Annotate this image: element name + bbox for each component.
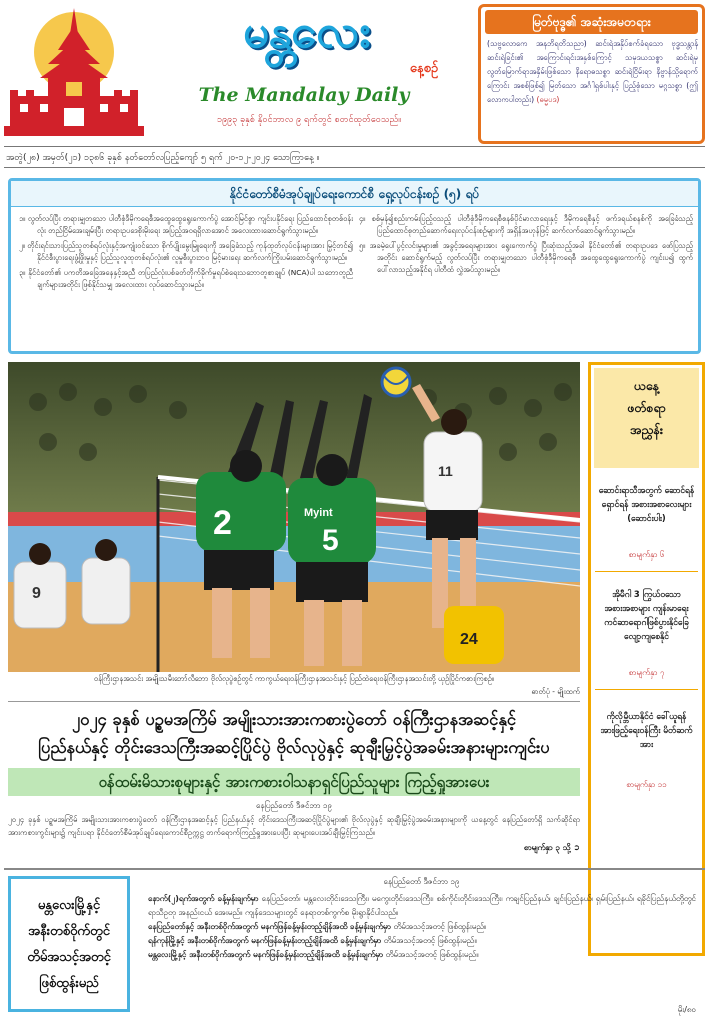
policy-column-right	[359, 213, 693, 351]
lead-dateline: နေပြည်တော် ဒီဇင်ဘာ ၁၉	[256, 801, 332, 810]
weather-page-ref: မိုး/၈၀	[677, 1005, 696, 1014]
svg-text:5: 5	[322, 524, 339, 557]
weather-dateline: နေပြည်တော် ဒီဇင်ဘာ ၁၉	[383, 877, 460, 886]
masthead-title-en: The Mandalay Daily	[198, 84, 410, 106]
index-title: ယနေ့ ဖတ်စရာ အညွှန်း	[594, 368, 699, 468]
policy-item: ၂။ တိုင်းရင်းသားပြည်သူတစ်ရပ်လုံးနှင့်အကျုံးဝင်သော စိုက်ပျိုးမွေးမြူရေးကို အခြေခံသည့် ကုန်ထုတ်လုပ်ငန်းများအား မြှင့်တင်၍ နိုင်ငံစီးပွားရေးဖွံ့ဖြိုးမှုနှင့် ပြည်သူလူထုတစ်ရပ်လုံး၏ လူမှုစီးပွားဘဝ မြင့်မားရေး ဆက်လက်ကြိုးပမ်းဆောင်ရွက်သွားမည်။	[19, 241, 353, 262]
index-item[interactable]: အိုမီဂါ 3 ကြွယ်ဝသော အစားအစာများ ကျန်းမာရေး ကင်ဆာရောဂါဖြစ်ပွားနိုင်ခြေ လျော့ကျစေနိုင်	[604, 589, 689, 641]
photo-credit: ဓာတ်ပုံ - မျိုးထက်	[531, 687, 580, 696]
issue-date-bar: အတွဲ(၂၈) အမှတ်(၂၁) ၁၃၈၆ ခုနှစ် နတ်တော်လပြည့်ကျော် ၅ ရက် ၂၀-၁၂-၂၀၂၄ သောကြာနေ့ ။	[4, 146, 705, 168]
masthead-title-mm: မန္တလေး	[243, 3, 370, 58]
policy-heading: နိုင်ငံတော်စီမံအုပ်ချုပ်ရေးကောင်စီ ရှေ့လုပ်ငန်းစဉ် (၅) ရပ်	[11, 181, 698, 207]
photo-caption	[8, 672, 580, 702]
forecast-paragraph: ရန်ကုန်မြို့နှင့် အနီးတစ်ဝိုက်အတွက် မနက်ဖြန်ခန့်မှန်းတည့်ချိန်အထိ ခန့်မှန်းချက်မှာ တိမ်အသင့်အတင့် ဖြစ်ထွန်းမည်။	[148, 936, 477, 945]
masthead	[4, 4, 474, 142]
policy-column-left	[19, 213, 353, 351]
index-item[interactable]: ကိုလိုမ္ဘီယာနိုင်ငံ ခေါ်ယူရန် အားဖြည့်ရေးဝန်ကြီး မိတ်ဆက်အား	[600, 711, 693, 749]
index-divider	[595, 571, 698, 572]
caption-text: ဝန်ကြီးဌာနအသင်း အမျိုးသမီးဘော်လီဘော ဗိုလ်လုပွဲစဉ်တွင် ကာကွယ်ရေးဝန်ကြီးဌာနအသင်းနှင့် ပြည်ထဲရေးဝန်ကြီးဌာနအသင်းတို့ ယှဉ်ပြိုင်ကစားကြစဉ်။	[93, 674, 495, 683]
volleyball-photo	[8, 362, 580, 672]
lead-subheadline: ဝန်ထမ်းမိသားစုများနှင့် အားကစားဝါသနာရှင်ပြည်သူများ ကြည့်ရှုအားပေး	[8, 768, 580, 796]
dhamma-body	[487, 37, 698, 135]
founded-line: ၁၉၉၃ ခုနှစ် နိုဝင်ဘာလ ၉ ရက်တွင် စတင်ထုတ်ဝေသည်။	[217, 115, 401, 125]
forecast-paragraph: မန္တလေးမြို့နှင့် အနီးတစ်ဝိုက်အတွက် မနက်ဖြန်ခန့်မှန်းတည့်ချိန်အထိ ခန့်မှန်းချက်မှာ တိမ်အသင့်အတင့် ဖြစ်ထွန်းမည်။	[148, 950, 479, 959]
lead-story-text: ၂၀၂၄ ခုနှစ် ပဉ္စမအကြိမ် အမျိုးသားအားကစားပွဲတော် ဝန်ကြီးဌာနအဆင့်နှင့် ပြည်နယ်နှင့် တိုင်းဒေသကြီးအဆင့်ပြိုင်ပွဲများ၏ ဗိုလ်လုပွဲနှင့် ဆုချီးမြှင့်ပွဲအခမ်းအနားများကို ယနေ့တွင် နေပြည်တော်ရှိ သက်ဆိုင်ရာအားကစားကွင်းများ၌ ကျင်းပရာ နိုင်ငံတော်စီမံအုပ်ချုပ်ရေးကောင်စီဥက္ကဋ္ဌ တက်ရောက်ကြည့်ရှုအားပေးပြီး ဆုများပေးအပ်ချီးမြှင့်ကြသည်။	[8, 815, 580, 837]
todays-reading-index	[588, 362, 705, 956]
index-divider	[595, 689, 698, 690]
weather-summary-text: မန္တလေးမြို့နှင့် အနီးတစ်ဝိုက်တွင် တိမ်အသင့်အတင့် ဖြစ်ထွန်းမည်	[27, 898, 111, 991]
dhamma-box	[478, 4, 705, 144]
index-page-ref[interactable]: စာမျက်နှာ ၆	[628, 550, 665, 559]
index-page-ref[interactable]: စာမျက်နှာ ၁၁	[626, 780, 667, 789]
player-yellow	[444, 606, 504, 664]
policy-item: ၅။ အခမဲ့ပေါ်ပွင့်လင်းမှုများ၏ အခွင့်အရေးများအား ရွေးကောက်ပွဲ ပြီးဆုံးသည့်အခါ နိုင်ငံတော်၏ တရားဥပဒေ ဖော်ပြသည့်အတိုင်း ဆောင်ရွက်မည့် လွတ်လပ်ပြီး တရားမျှတသော ပါတီစုံဒီမိုကရေစီ အထွေထွေရွေးကောက်ပွဲ ကျင်းပ၍ ထွက်ပေါ်လာသည့်အနိုင်ရ ပါတီထံ လွှဲအပ်သွားမည်။	[359, 241, 693, 274]
policy-item: ၃။ နိုင်ငံတော်၏ ပကတိအခြေအနေနှင့်အညီ တပြည်လုံးပစ်ခတ်တိုက်ခိုက်မှုရပ်စဲရေးသဘောတူစာချုပ် (NCA)ပါ သဘောတူညီချက်များအတိုင်း ဖြစ်နိုင်သမျှ အလေးထား လုပ်ဆောင်သွားမည်။	[19, 268, 353, 289]
policy-box	[8, 178, 701, 354]
story-continued-link[interactable]: စာမျက်နှာ ၃ သို့ ➲	[523, 843, 580, 852]
svg-text:11: 11	[438, 463, 453, 479]
forecast-paragraph: နောက်(၂)ရက်အတွက် ခန့်မှန်းချက်မှာ နေပြည်တော်၊ မန္တလေးတိုင်းဒေသကြီး၊ မကွေးတိုင်းဒေသကြီး၊ စစ်ကိုင်းတိုင်းဒေသကြီး၊ ကချင်ပြည်နယ်၊ ချင်းပြည်နယ်၊ ရှမ်းပြည်နယ်၊ ရခိုင်ပြည်နယ်တို့တွင် ရာသီဥတု အနည်းငယ် အေးမည်။ ကျန်ဒေသများတွင် နေရာတစ်ကွက်စ မိုးရွာနိုင်ပါသည်။	[148, 894, 696, 917]
forecast-paragraph: နေပြည်တော်နှင့် အနီးတစ်ဝိုက်အတွက် မနက်ဖြန်ခန့်မှန်းတည့်ချိန်အထိ ခန့်မှန်းချက်မှာ တိမ်အသင့်အတင့် ဖြစ်ထွန်းမည်။	[148, 922, 487, 931]
index-item[interactable]: ဆောင်းရာသီအတွက် ဆောင်ရန် ရှောင်ရန် အစားအစာလေးများ (ဆောင်းပါး)	[598, 485, 695, 523]
policy-item: ၄။ စစ်မှန်၍စည်းကမ်းပြည့်ဝသည့် ပါတီစုံဒီမိုကရေစီစနစ်ပိုင်မာလာရေးနှင့် ဒီမိုကရေစီနှင့် ဖက်ဒရယ်စနစ်ကို အခြေခံသည့် ပြည်ထောင်စုတည်ဆောက်ရေးလုပ်ငန်းစဉ်များကို အရှိန်အဟုန်ဖြင့် ဆက်လက်ဆောင်ရွက်သွားမည်။	[359, 214, 693, 235]
dhamma-text: (သဗ္ဗလောကေ အနဘိရတိသညာ) ဆင်းရဲအနှိပ်စက်ခံရသော ဗုဒ္ဓသန္တာန် ဆင်းရဲခြင်း၏ အကြောင်းရင်းအနှစ်ကြောင့် သမုဒယသစ္စာ ဆင်းရဲမှ လွတ်မြောက်ရာအနှိမ်းဖြစ်သော နိရောဓသစ္စာ ဆင်းရဲငြိမ်းရာ နိဗ္ဗာန်သို့ရောက်ကြောင်း အစစ်ဖြစ်၍ မြတ်သော အင်္ဂါရှစ်ပါးနှင့် ပြည့်စုံသော မဂ္ဂသစ္စာ (ဤလောကပါတည်း)	[487, 39, 698, 104]
weather-forecast	[138, 876, 705, 1018]
weather-forecast-text	[148, 892, 696, 1004]
palace-logo	[4, 4, 144, 142]
weather-summary-box	[8, 876, 130, 1012]
lead-headline: ၂၀၂၄ ခုနှစ် ပဉ္စမအကြိမ် အမျိုးသားအားကစားပွဲတော် ဝန်ကြီးဌာနအဆင့်နှင့် ပြည်နယ်နှင့် တိုင်းဒေသကြီးအဆင့်ပြိုင်ပွဲ ဗိုလ်လုပွဲနှင့် ဆုချီးမြှင့်ပွဲအခမ်းအနားများကျင်းပ	[38, 710, 550, 757]
svg-text:2: 2	[213, 504, 232, 542]
policy-item: ၁။ လွတ်လပ်ပြီး တရားမျှတသော ပါတီစုံဒီမိုကရေစီအထွေထွေရွေးကောက်ပွဲ အောင်မြင်စွာ ကျင်းပနိုင်ရေး ပြည်ထောင်စုတစ်ဝန်းလုံး တည်ငြိမ်အေးချမ်းပြီး တရားဥပဒေစိုးမိုးရေး အပြည့်အဝရရှိလာအောင် အလေးထားဆောင်ရွက်သွားမည်။	[19, 214, 353, 235]
dhamma-heading: မြတ်ဗုဒ္ဓ၏ အဆုံးအမတရား	[485, 10, 698, 34]
svg-text:9: 9	[32, 585, 41, 602]
section-divider	[4, 868, 705, 870]
svg-text:24: 24	[460, 631, 478, 648]
svg-text:Myint: Myint	[304, 507, 333, 519]
masthead-daily-label: နေ့စဉ်	[409, 61, 439, 76]
palace-logo-icon	[4, 4, 144, 142]
dhamma-source: (ဓမ္မပဒ)	[536, 95, 560, 104]
index-page-ref[interactable]: စာမျက်နှာ ၇	[628, 668, 665, 677]
volleyball-scene-image	[8, 362, 580, 672]
